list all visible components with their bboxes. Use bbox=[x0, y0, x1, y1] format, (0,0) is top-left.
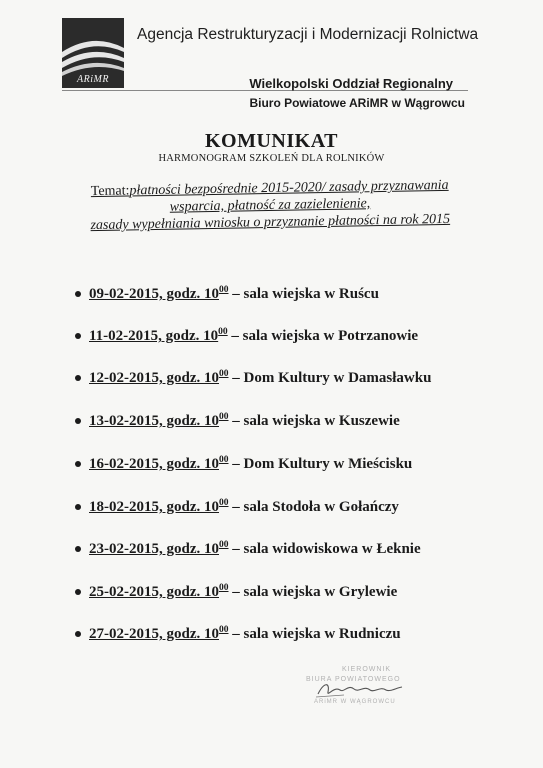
notice-title: KOMUNIKAT bbox=[204, 130, 338, 152]
schedule-date: 09-02-2015, godz. 10 bbox=[89, 286, 219, 302]
schedule-item bbox=[75, 581, 397, 603]
schedule-minutes: 00 bbox=[219, 498, 229, 508]
bullet-icon bbox=[75, 631, 81, 637]
schedule-place: – sala wiejska w Potrzanowie bbox=[227, 328, 419, 344]
schedule-minutes: 00 bbox=[218, 327, 228, 337]
bullet-icon bbox=[75, 418, 81, 424]
bullet-icon bbox=[75, 375, 81, 381]
topic-text-2: wsparcia, płatność za zazielenienie, bbox=[169, 196, 371, 215]
topic-text-1: płatności bezpośrednie 2015-2020/ zasady przyznawania bbox=[129, 177, 449, 199]
bullet-icon bbox=[75, 461, 81, 467]
schedule-place: – sala widowiskowa w Łeknie bbox=[228, 541, 421, 557]
schedule-item bbox=[75, 410, 400, 432]
schedule-date: 13-02-2015, godz. 10 bbox=[89, 413, 219, 429]
notice-subtitle: HARMONOGRAM SZKOLEŃ DLA ROLNIKÓW bbox=[158, 153, 385, 164]
stamp-line-1: KIEROWNIK bbox=[342, 666, 392, 673]
topic-lead: Temat: bbox=[90, 183, 130, 200]
schedule-minutes: 00 bbox=[219, 583, 229, 593]
logo-text: ARiMR bbox=[77, 74, 109, 85]
schedule-item bbox=[75, 283, 379, 305]
bullet-icon bbox=[75, 291, 81, 297]
topic-text-3: zasady wypełniania wniosku o przyznanie płatności na rok 2015 bbox=[90, 211, 451, 234]
schedule-item bbox=[75, 325, 418, 347]
schedule-place: – sala wiejska w Ruścu bbox=[228, 286, 379, 302]
bullet-icon bbox=[75, 504, 81, 510]
bullet-icon bbox=[75, 333, 81, 339]
bullet-icon bbox=[75, 589, 81, 595]
schedule-place: – sala Stodoła w Gołańczy bbox=[228, 499, 399, 515]
schedule-minutes: 00 bbox=[219, 455, 229, 465]
schedule-place: – sala wiejska w Kuszewie bbox=[228, 413, 400, 429]
schedule-minutes: 00 bbox=[219, 540, 229, 550]
schedule-date: 16-02-2015, godz. 10 bbox=[89, 456, 219, 472]
schedule-date: 11-02-2015, godz. 10 bbox=[89, 328, 219, 344]
schedule-place: – Dom Kultury w Mieścisku bbox=[228, 456, 413, 472]
schedule-minutes: 00 bbox=[219, 412, 229, 422]
signature-icon bbox=[314, 678, 404, 700]
schedule-place: – sala wiejska w Grylewie bbox=[228, 584, 398, 600]
schedule-date: 23-02-2015, godz. 10 bbox=[89, 541, 219, 557]
schedule-date: 25-02-2015, godz. 10 bbox=[89, 584, 219, 600]
agency-name: Agencja Restrukturyzacji i Modernizacji Rolnictwa bbox=[137, 26, 479, 43]
stamp-line-2: BIURA POWIATOWEGO bbox=[306, 676, 401, 683]
schedule-date: 18-02-2015, godz. 10 bbox=[89, 499, 219, 515]
schedule-minutes: 00 bbox=[219, 285, 229, 295]
schedule-minutes: 00 bbox=[219, 625, 229, 635]
schedule-item bbox=[75, 538, 421, 560]
stamp-line-3: ARiMR W WĄGROWCU bbox=[314, 699, 396, 705]
schedule-date: 27-02-2015, godz. 10 bbox=[89, 626, 219, 642]
county-office: Biuro Powiatowe ARiMR w Wągrowcu bbox=[249, 96, 465, 110]
regional-branch: Wielkopolski Oddział Regionalny bbox=[249, 76, 453, 91]
schedule-item bbox=[75, 367, 431, 389]
schedule-item bbox=[75, 496, 399, 518]
schedule-minutes: 00 bbox=[219, 369, 229, 379]
schedule-place: – Dom Kultury w Damasławku bbox=[228, 370, 432, 386]
schedule-item bbox=[75, 623, 401, 645]
schedule-place: – sala wiejska w Rudniczu bbox=[228, 626, 401, 642]
official-stamp bbox=[306, 666, 416, 710]
bullet-icon bbox=[75, 546, 81, 552]
schedule-item bbox=[75, 453, 412, 475]
schedule-date: 12-02-2015, godz. 10 bbox=[89, 370, 219, 386]
